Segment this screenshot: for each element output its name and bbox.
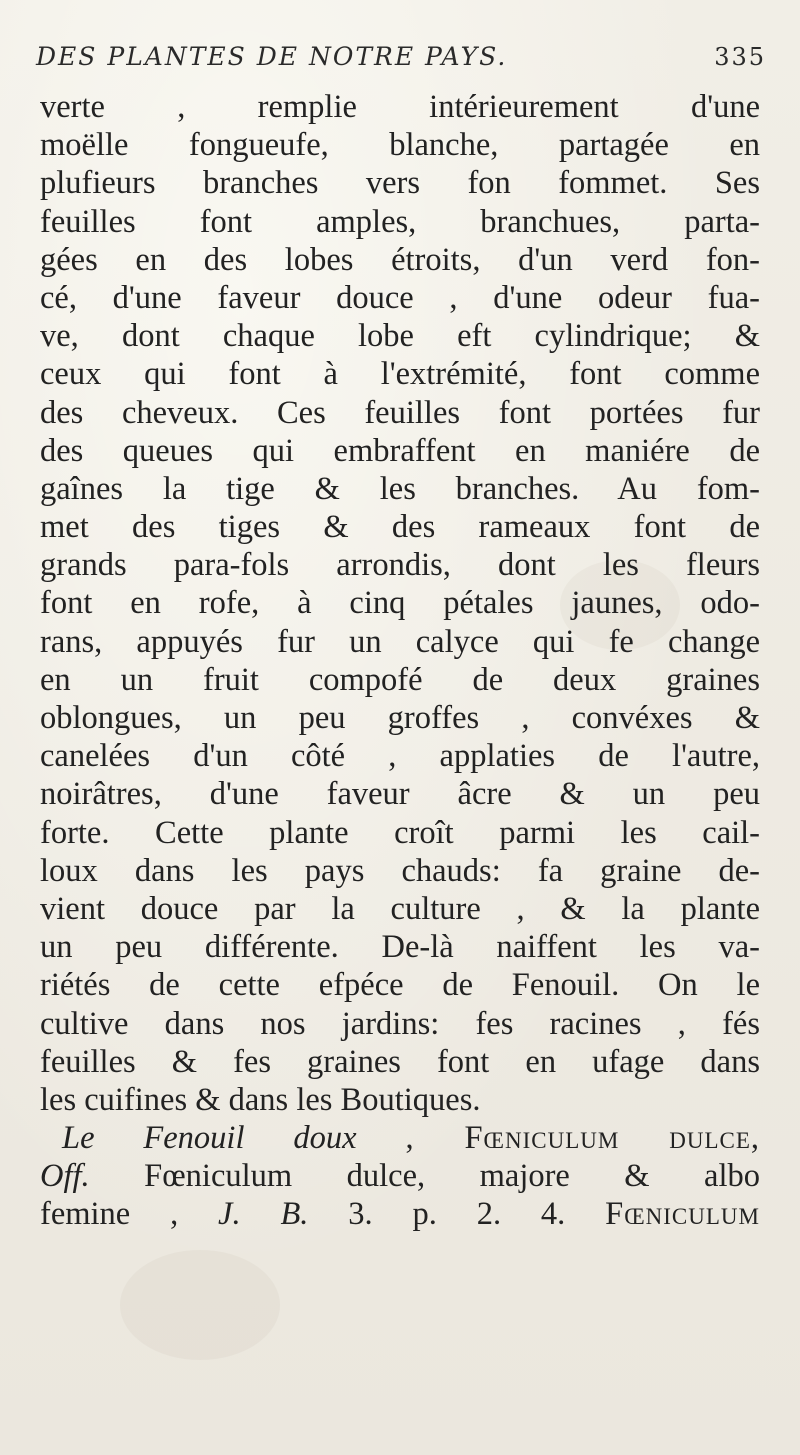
- text-line: des queues qui embraffent en maniére de: [40, 432, 760, 469]
- text-line: met des tiges & des rameaux font de: [40, 509, 760, 546]
- entry-synonym-line: [40, 1157, 760, 1195]
- text-line: moëlle fongueufe, blanche, partagée en: [40, 127, 760, 164]
- text-line: oblongues, un peu groffes , convéxes &: [40, 700, 760, 736]
- text-line: gées en des lobes étroits, d'un verd fon-: [40, 241, 760, 278]
- text-line: un peu différente. De-là naiffent les va-: [40, 929, 760, 966]
- catchword: Fœniculum: [605, 1196, 760, 1233]
- paper-stain: [120, 1250, 280, 1360]
- officinal-abbrev: Off.: [40, 1158, 90, 1195]
- text-line: ceux qui font à l'extrémité, font comme: [40, 356, 760, 393]
- entry-latin-name: , Fœniculum dulce,: [405, 1120, 761, 1157]
- text-line: riétés de cette efpéce de Fenouil. On le: [40, 967, 760, 1004]
- text-line: vient douce par la culture , & la plante: [40, 890, 760, 927]
- running-title: DES PLANTES DE NOTRE PAYS.: [36, 42, 508, 71]
- reference-pages: 3. p. 2. 4.: [348, 1196, 566, 1233]
- text-line: loux dans les pays chauds: fa graine de-: [40, 852, 760, 889]
- running-header: [36, 42, 766, 71]
- text-line: rans, appuyés fur un calyce qui fe change: [40, 623, 760, 660]
- text-line: cé, d'une faveur douce , d'une odeur fua-: [40, 279, 760, 316]
- text-line: verte , remplie intérieurement d'une: [40, 89, 760, 125]
- text-line: font en rofe, à cinq pétales jaunes, odo-: [40, 585, 760, 622]
- text-line: feuilles & fes graines font en ufage dans: [40, 1043, 760, 1080]
- text-line: noirâtres, d'une faveur âcre & un peu: [40, 776, 760, 813]
- synonym-text: Fœniculum dulce, majore & albo: [144, 1158, 761, 1195]
- text-line: en un fruit compofé de deux graines: [40, 661, 760, 698]
- text-line: des cheveux. Ces feuilles font portées fur: [40, 394, 760, 431]
- text-line: forte. Cette plante croît parmi les cail-: [40, 814, 760, 851]
- text-line: canelées d'un côté , applaties de l'autre,: [40, 738, 760, 775]
- text-line: plufieurs branches vers fon fommet. Ses: [40, 165, 760, 202]
- author-abbrev: J. B.: [218, 1196, 309, 1233]
- page-number: 335: [714, 43, 766, 71]
- page-body: [40, 88, 760, 1234]
- reference-word: femine ,: [40, 1196, 179, 1233]
- entry-reference-line: [40, 1195, 760, 1233]
- text-line: ve, dont chaque lobe eft cylindrique; &: [40, 318, 760, 355]
- text-line: les cuifines & dans les Boutiques.: [40, 1081, 481, 1118]
- text-line: grands para-fols arrondis, dont les fleurs: [40, 547, 760, 584]
- text-line: feuilles font amples, branchues, parta-: [40, 203, 760, 240]
- entry-heading: [40, 1119, 760, 1157]
- text-line: cultive dans nos jardins: fes racines , fés: [40, 1005, 760, 1042]
- text-line: gaînes la tige & les branches. Au fom-: [40, 470, 760, 507]
- entry-name: Le Fenouil doux: [62, 1120, 357, 1157]
